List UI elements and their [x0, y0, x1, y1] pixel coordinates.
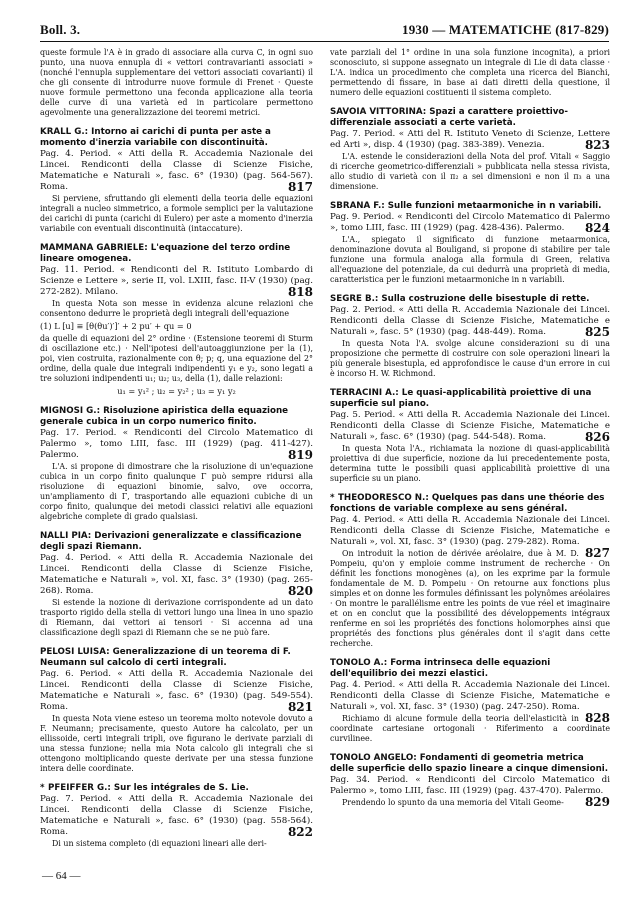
entry-citation [330, 305, 610, 338]
entry-abstract: Si estende la nozione di derivazione corrispondente ad un dato trasporto rigido della stella di vettori lungo una linea in uno spazio di Riemann, dai vettori ai tensori · Si accenna ad una classificazione degli spazi di Riemann che se ne può fare. [40, 598, 313, 637]
entry-citation [40, 149, 313, 193]
running-header-right: 1930 — MATEMATICHE (817-829) [402, 22, 609, 37]
entry-number: 822 [287, 825, 313, 839]
entry-title-text: PFEIFFER G.: Sur les intégrales de S. Lie. [48, 783, 249, 793]
entry-abstract: In questa Nota son messe in evidenza alcune relazioni che consentono dedurre le proprietà degli integrali dell'equazione [40, 299, 313, 318]
entry-abstract: L'A., spiegato il significato di funzione metaarmonica, denominazione dovuta al Bouligand, si propone di stabilire per tale funzione una formula analoga alla formula di Green, relativa all'equazione del potenziale, da cui dedurrà una proprietà di media, caratteristica per le funzioni metaarmoniche in n variabili. [330, 235, 610, 284]
entry-number: 819 [287, 448, 313, 462]
entry-abstract: Di un sistema completo (di equazioni lineari alle deri- [52, 839, 267, 848]
entry-citation [330, 515, 610, 560]
entry-citation-text: Pag. 6. Period. « Atti della R. Accademia Nazionale dei Lincei. Rendiconti della Classe di Scienze Fisiche, Matematiche e Naturali », fasc. 6° (1930) (pag. 549-554). Roma. [40, 669, 313, 712]
bibliography-entry [330, 388, 610, 484]
entry-citation-text: Pag. 17. Period. « Rendiconti del Circolo Matematico di Palermo », tomo LIII, fasc. III (1929) (pag. 411-427). Palermo. [40, 428, 313, 460]
entry-citation-text: Pag. 4. Period. « Atti della R. Accademia Nazionale dei Lincei. Rendiconti della Classe di Scienze Fisiche, Matematiche e Naturali », fasc. 6° (1930) (pag. 564-567). Roma. [40, 149, 313, 192]
equation: (1) L [u] ≡ [θ(θu′)′]′ + 2 pu′ + qu = 0 [40, 321, 192, 331]
entry-citation-text: Pag. 7. Period. « Atti della R. Accademia Nazionale dei Lincei. Rendiconti della Classe di Scienze Fisiche, Matematiche e Naturali », fasc. 6° (1930) (pag. 558-564). Roma. [40, 794, 313, 837]
entry-title-text: NALLI PIA: Derivazioni generalizzate e classificazione degli spazi Riemann. [40, 531, 302, 552]
entry-abstract: On introduit la notion de dérivée aréolaire, due à M. D. Pompeiu, qu'on y emploie comme instrument de recherche · On définit les fonctions monogènes (a), on les exprime par la formule fondamentale de M. D. Pompeiu · On retourne aux fonctions plus simples et on donne les formules définissant les polynômes aréolaires · On montre le parallélisme entre les points de vue réel et imaginaire et on en conclut que la possibilité des développements intégraux renferme en soi les propriétés des fonctions holomorphes ainsi que propriétés des fonctions plus générales dont il s'agit dans cette recherche. [330, 549, 610, 648]
entry-number: 828 [584, 711, 610, 725]
entry-number: 817 [287, 180, 313, 194]
entry-title [40, 647, 313, 669]
bibliography-entry [330, 753, 610, 808]
entry-abstract: In questa Nota viene esteso un teorema molto notevole dovuto a F. Neumann; precisamente, questo Autore ha calcolato, per un ellissoide, certi integrali tripli, ove figurano le derivate parziali di una stessa funzione; nella mia Nota calcolo gli integrali che si ottengono moltiplicando queste derivate per una stessa funzione intera delle coordinate. [40, 714, 313, 773]
bibliography-entry [330, 294, 610, 379]
entry-number: 827 [584, 546, 610, 560]
entry-title [40, 406, 313, 428]
entry-number: 826 [584, 430, 610, 444]
entry-abstract: Richiamo di alcune formule della teoria dell'elasticità in coordinate cartesiane ortogonali · Riferimento a coordinate curvilinee. [330, 714, 610, 743]
entry-citation-text: Pag. 7. Period. « Atti del R. Istituto Veneto di Scienze, Lettere ed Arti », disp. 4 (1930) (pag. 383-389). Venezia. [330, 129, 610, 150]
entry-citation [40, 265, 313, 298]
entry-title [330, 388, 610, 410]
entry-citation-text: Pag. 34. Period. « Rendiconti del Circolo Matematico di Palermo », tomo LIII, fasc. III (1929) (pag. 437-470). Palermo. [330, 775, 610, 796]
entry-title [330, 493, 610, 515]
asterisk-icon: * [40, 783, 45, 793]
entry-number: 823 [584, 138, 610, 152]
entry-title [330, 294, 610, 305]
entry-citation [40, 428, 313, 461]
entry-title [330, 107, 610, 129]
continuation-text: vate parziali del 1° ordine in una sola funzione incognita), a priori sconosciuto, si suppone assegnato un integrale di Lie di data classe · L'A. indica un procedimento che completa una ricerca del Bianchi, permettendo di fissare, in base ai dati diretti della questione, il numero delle equazioni costituenti il sistema completo. [330, 48, 610, 97]
entry-title-text: PELOSI LUISA: Generalizzazione di un teorema di F. Neumann sul calcolo di certi integrali. [40, 647, 291, 668]
entry-title [330, 753, 610, 775]
entry-citation-text: Pag. 11. Period. « Rendiconti del R. Istituto Lombardo di Scienze e Lettere », serie II, vol. LXIII, fasc. II-V (1930) (pag. 272-282). Milano. [40, 265, 313, 297]
entry-citation [40, 553, 313, 597]
entry-abstract: Prendendo lo spunto da una memoria del Vitali Geome- [342, 798, 564, 807]
entry-abstract: In questa Nota l'A., richiamata la nozione di quasi-applicabilità proiettiva di due superficie, nozione da lui precedentemente posta, determina tutte le possibili quasi applicabilità proiettive di una superficie su un piano. [330, 444, 610, 483]
entry-title-text: SAVOIA VITTORINA: Spazi a carattere proiettivo-differenziale associati a certe varietà. [330, 107, 568, 128]
bibliography-entry [40, 243, 313, 397]
entry-title-text: TONOLO ANGELO: Fondamenti di geometria metrica delle superficie dello spazio lineare a cinque dimensioni. [330, 753, 609, 774]
entry-citation-text: Pag. 9. Period. « Rendiconti del Circolo Matematico di Palermo », tomo LIII, fasc. III (1929) (pag. 428-436). Palermo. [330, 212, 610, 233]
entry-citation [330, 129, 610, 151]
entry-title [40, 531, 313, 553]
entry-number: 829 [584, 795, 610, 809]
header-rule [40, 41, 609, 42]
entry-title-text: SBRANA F.: Sulle funzioni metaarmoniche in n variabili. [330, 201, 602, 211]
bibliography-entry [330, 493, 610, 649]
entry-citation-text: Pag. 5. Period. « Atti della R. Accademia Nazionale dei Lincei. Rendiconti della Classe di Scienze Fisiche, Matematiche e Naturali », fasc. 6° (1930) (pag. 544-548). Roma. [330, 410, 610, 442]
right-column [330, 48, 610, 817]
bibliography-entry [40, 783, 313, 849]
entry-title-text: TONOLO A.: Forma intrinseca delle equazioni dell'equilibrio dei mezzi elastici. [330, 658, 551, 679]
entry-number: 821 [287, 700, 313, 714]
entry-abstract-continued: da quelle di equazioni del 2° ordine · (Estensione teoremi di Sturm di oscillazione etc.) · Nell'ipotesi dell'autoaggiunzione per la (1), poi, vien costruita, razionalmente con θ; p; q, una equazione del 2° ordine, della quale due integrali indipendenti y₁ e y₂, sono legati a tre soluzioni indipendenti u₁; u₂; u₃, della (1), dalle relazioni: [40, 334, 313, 383]
entry-title-text: MAMMANA GABRIELE: L'equazione del terzo ordine lineare omogenea. [40, 243, 291, 264]
equation-relations: u₁ = y₁² ; u₂ = y₂² ; u₃ = y₁ y₂ [117, 386, 236, 396]
entry-title-text: THEODORESCO N.: Quelques pas dans une théorie des fonctions de variable complexe au sens général. [330, 493, 605, 514]
entry-title-text: MIGNOSI G.: Risoluzione apiristica della equazione generale cubica in un corpo numerico finito. [40, 406, 289, 427]
entry-citation-text: Pag. 4. Period. « Atti della R. Accademia Nazionale dei Lincei. Rendiconti della Classe di Scienze Fisiche, Matematiche e Naturali », vol. XI, fasc. 3° (1930) (pag. 247-250). Roma. [330, 680, 610, 712]
entry-number: 818 [287, 285, 313, 299]
bibliography-entry [40, 531, 313, 638]
entry-number: 825 [584, 325, 610, 339]
entry-citation [330, 212, 610, 234]
entry-citation [330, 680, 610, 725]
entry-title [40, 783, 313, 794]
bibliography-entry [330, 658, 610, 744]
entry-abstract: In questa Nota l'A. svolge alcune considerazioni su di una proposizione che permette di costruire con sole operazioni lineari la più generale bisestupla, ed approfondisce le cause d'un errore in cui è incorso H. W. Richmond. [330, 339, 610, 378]
entry-abstract: L'A. si propone di dimostrare che la risoluzione di un'equazione cubica in un corpo finito qualunque Γ può sempre ridursi alla risoluzione di equazioni binomie, salvo, ove occorra, un'ampliamento di Γ, trasportando alle equazioni cubiche di un corpo finito, qualunque dei metodi classici relativi alle equazioni algebriche complete di grado qualsiasi. [40, 462, 313, 521]
entry-title [40, 243, 313, 265]
bibliography-entry [40, 647, 313, 774]
entry-title-text: KRALL G.: Intorno ai carichi di punta per aste a momento d'inerzia variabile con discontinuità. [40, 127, 271, 148]
entry-title [40, 127, 313, 149]
bibliography-entry [40, 127, 313, 234]
bibliography-entry [330, 201, 610, 285]
left-column [40, 48, 313, 858]
entry-citation [330, 410, 610, 443]
entry-number: 824 [584, 221, 610, 235]
page-number: — 64 — [42, 870, 81, 882]
entry-abstract: Si perviene, sfruttando gli elementi della teoria delle equazioni integrali a nucleo simmetrico, a formole semplici per la valutazione dei carichi di punta (carichi di Eulero) per aste a momento d'inerzia variabile con eventuali discontinuità (intaccature). [40, 194, 313, 233]
entry-citation-text: Pag. 2. Period. « Atti della R. Accademia Nazionale dei Lincei. Rendiconti della Classe di Scienze Fisiche, Matematiche e Naturali », fasc. 5° (1930) (pag. 448-449). Roma. [330, 305, 610, 337]
asterisk-icon: * [330, 493, 335, 503]
entry-citation-text: Pag. 4. Period. « Atti della R. Accademia Nazionale dei Lincei. Rendiconti della Classe di Scienze Fisiche, Matematiche e Naturali », vol. XI, fasc. 3° (1930) (pag. 279-282). Roma. [330, 515, 610, 547]
continuation-text: queste formule l'A è in grado di associare alla curva C, in ogni suo punto, una nuova ennupla di « vettori contravarianti associati » (nonché l'ennupla supplementare dei vettori associati covarianti) il che gli consente di introdurre nuove formule di Frenet · Queste nuove formule permettono una feconda applicazione alla teoria delle curve di una varietà ed in particolare permettono agevolmente una generalizzazione dei teoremi metrici. [40, 48, 313, 117]
entry-citation [40, 669, 313, 713]
entry-title-text: TERRACINI A.: Le quasi-applicabilità proiettive di una superficie sul piano. [330, 388, 592, 409]
entry-citation-text: Pag. 4. Period. « Atti della R. Accademia Nazionale dei Lincei. Rendiconti della Classe di Scienze Fisiche, Matematiche e Naturali », vol. XI, fasc. 3° (1930) (pag. 265-268). Roma. [40, 553, 313, 596]
entry-abstract: L'A. estende le considerazioni della Nota del prof. Vitali « Saggio di ricerche geometrico-differenziali » pubblicata nella stessa rivista, allo studio di varietà con il π₂ a sei dimensioni e non il π₃ a una dimensione. [330, 152, 610, 191]
bibliography-entry [330, 107, 610, 192]
entry-title [330, 658, 610, 680]
entry-number: 820 [287, 584, 313, 598]
entry-title-text: SEGRE B.: Sulla costruzione delle bisestuple di rette. [330, 294, 590, 304]
entry-citation [40, 794, 313, 838]
bibliography-entry [40, 406, 313, 522]
running-header-left: Boll. 3. [40, 22, 81, 37]
entry-title [330, 201, 610, 212]
